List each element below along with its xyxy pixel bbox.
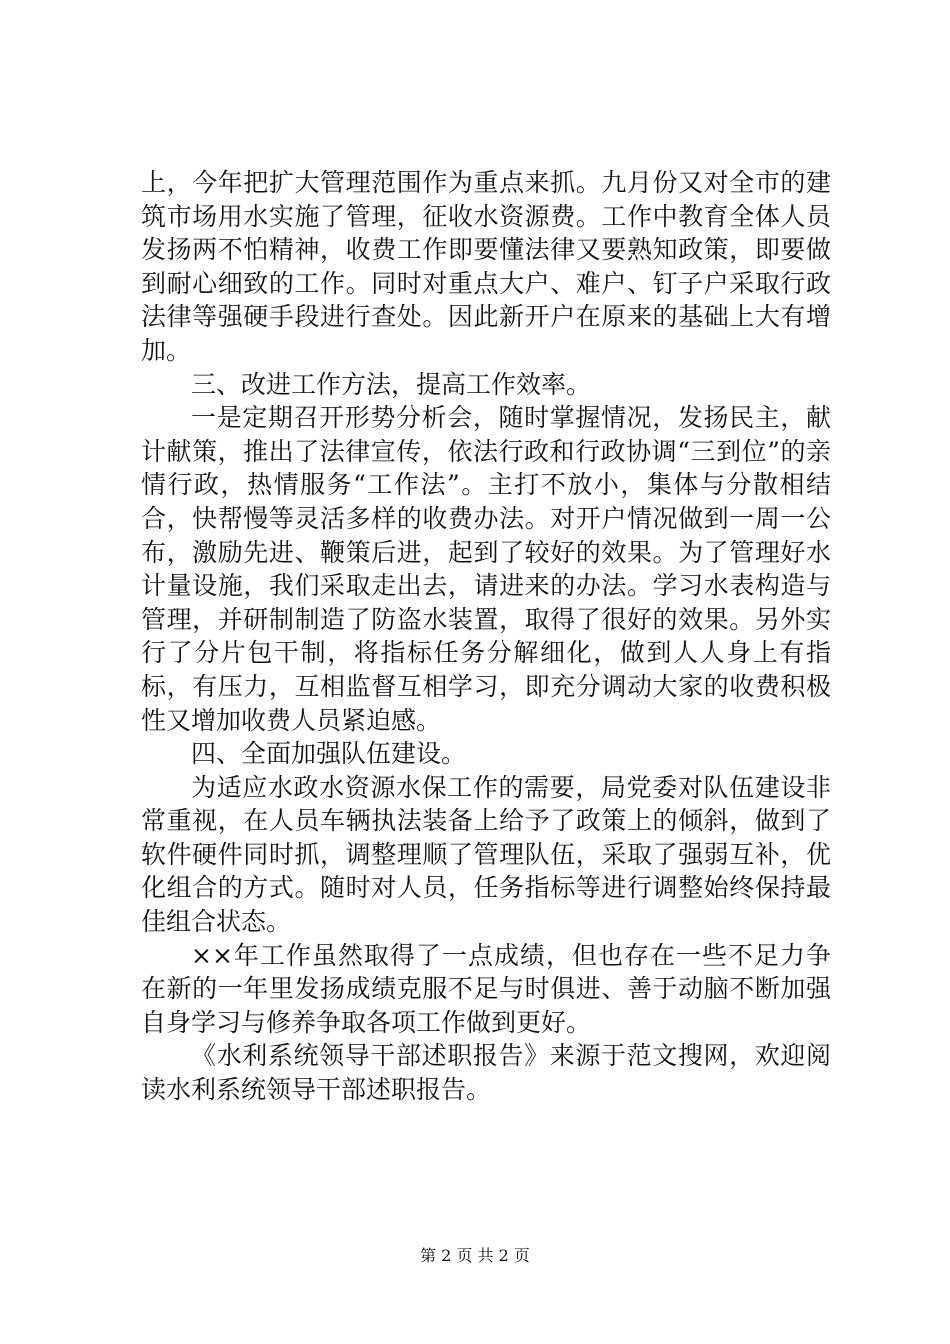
paragraph-summary: ××年工作虽然取得了一点成绩，但也存在一些不足力争在新的一年里发扬成绩克服不足与时俱进、善于动脑不断加强自身学习与修养争取各项工作做到更好。: [141, 940, 831, 1037]
section-heading-3: 三、改进工作方法，提高工作效率。: [191, 369, 592, 399]
paragraph-methods: 一是定期召开形势分析会，随时掌握情况，发扬民主，献计献策，推出了法律宣传，依法行政和行政协调“三到位”的亲情行政，热情服务“工作法”。主打不放小，集体与分散相结合，快帮慢等灵活多样的收费办法。对开户情况做到一周一公布，激励先进、鞭策后进，起到了较好的效果。为了管理好水计量设施，我们采取走出去，请进来的办法。学习水表构造与管理，并研制制造了防盗水装置，取得了很好的效果。另外实行了分片包干制，将指标任务分解细化，做到人人身上有指标，有压力，互相监督互相学习，即充分调动大家的收费积极性又增加收费人员紧迫感。: [141, 403, 831, 735]
page-number-footer: 第 2 页 共 2 页: [420, 1246, 530, 1265]
paragraph-continuation: 上，今年把扩大管理范围作为重点来抓。九月份又对全市的建筑市场用水实施了管理，征收水资源费。工作中教育全体人员发扬两不怕精神，收费工作即要懂法律又要熟知政策，即要做到耐心细致的工作。同时对重点大户、难户、钉子户采取行政法律等强硬手段进行查处。因此新开户在原来的基础上大有增加。: [141, 168, 831, 365]
paragraph-source-note: 《水利系统领导干部述职报告》来源于范文搜网，欢迎阅读水利系统领导干部述职报告。: [141, 1041, 831, 1105]
paragraph-team-building: 为适应水政水资源水保工作的需要，局党委对队伍建设非常重视，在人员车辆执法装备上给予了政策上的倾斜，做到了软件硬件同时抓，调整理顺了管理队伍，采取了强弱互补，优化组合的方式。随时对人员，任务指标等进行调整始终保持最佳组合状态。: [141, 772, 831, 937]
section-heading-4: 四、全面加强队伍建设。: [191, 739, 467, 769]
document-body: [141, 166, 831, 1107]
